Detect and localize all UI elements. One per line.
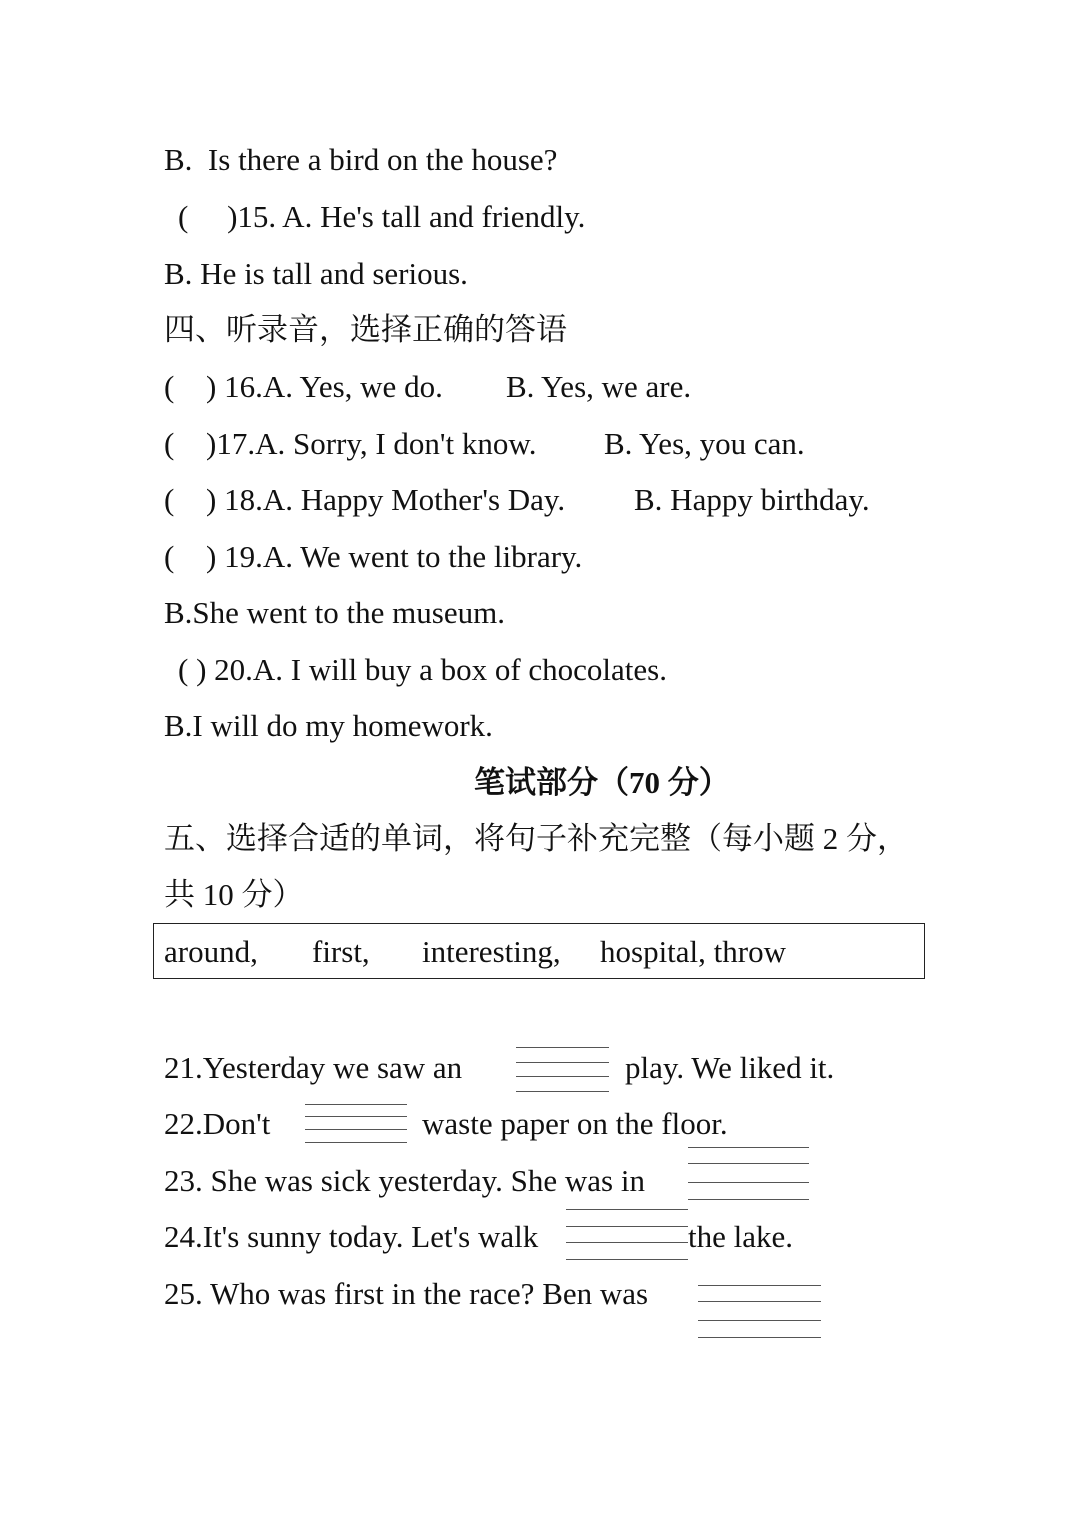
q24-answer-blank[interactable]	[566, 1209, 688, 1261]
q21-text-after: play. We liked it.	[625, 1050, 835, 1085]
q17-option-b: B. Yes, you can.	[604, 426, 805, 461]
word-bank-item: first,	[312, 934, 370, 969]
written-section-title: 笔试部分（70 分）	[474, 765, 730, 800]
word-bank-box	[153, 923, 925, 979]
q15-option-b: B. He is tall and serious.	[164, 256, 468, 291]
section-4-heading: 四、听录音，选择正确的答语	[164, 312, 567, 347]
section-5-heading-line1: 五、选择合适的单词，将句子补充完整（每小题 2 分，	[164, 821, 908, 856]
q18-paren-open: (	[164, 482, 175, 517]
q14-option-b: B. Is there a bird on the house?	[164, 142, 558, 177]
section-5-heading-line2: 共 10 分）	[164, 877, 304, 912]
q17-paren-open: (	[164, 426, 175, 461]
q20-option-b: B.I will do my homework.	[164, 708, 493, 743]
q18-option-a: ) 18.A. Happy Mother's Day.	[206, 482, 566, 517]
q22-answer-blank[interactable]	[305, 1104, 407, 1144]
q19-paren-open: (	[164, 539, 175, 574]
q22-text-before: 22.Don't	[164, 1106, 271, 1141]
q19-option-a: ) 19.A. We went to the library.	[206, 539, 583, 574]
q16-option-a: ) 16.A. Yes, we do.	[206, 369, 443, 404]
q24-text-before: 24.It's sunny today. Let's walk	[164, 1219, 539, 1254]
word-bank-item: around,	[164, 934, 258, 969]
q25-text-before: 25. Who was first in the race? Ben was	[164, 1276, 649, 1311]
q15-option-a: ( )15. A. He's tall and friendly.	[178, 199, 586, 234]
q21-text-before: 21.Yesterday we saw an	[164, 1050, 463, 1085]
q23-text-before: 23. She was sick yesterday. She was in	[164, 1163, 645, 1198]
q25-answer-blank[interactable]	[698, 1285, 821, 1339]
q23-answer-blank[interactable]	[688, 1147, 809, 1201]
q21-answer-blank[interactable]	[516, 1047, 609, 1093]
word-bank-item: interesting,	[422, 934, 561, 969]
q18-option-b: B. Happy birthday.	[634, 482, 870, 517]
q22-text-after: waste paper on the floor.	[422, 1106, 728, 1141]
word-bank-item: hospital, throw	[600, 934, 786, 969]
q16-option-b: B. Yes, we are.	[506, 369, 692, 404]
q16-paren-open: (	[164, 369, 175, 404]
q19-option-b: B.She went to the museum.	[164, 595, 505, 630]
q24-text-after: the lake.	[688, 1219, 794, 1254]
q20-option-a: ( ) 20.A. I will buy a box of chocolates.	[178, 652, 667, 687]
q17-option-a: )17.A. Sorry, I don't know.	[206, 426, 537, 461]
